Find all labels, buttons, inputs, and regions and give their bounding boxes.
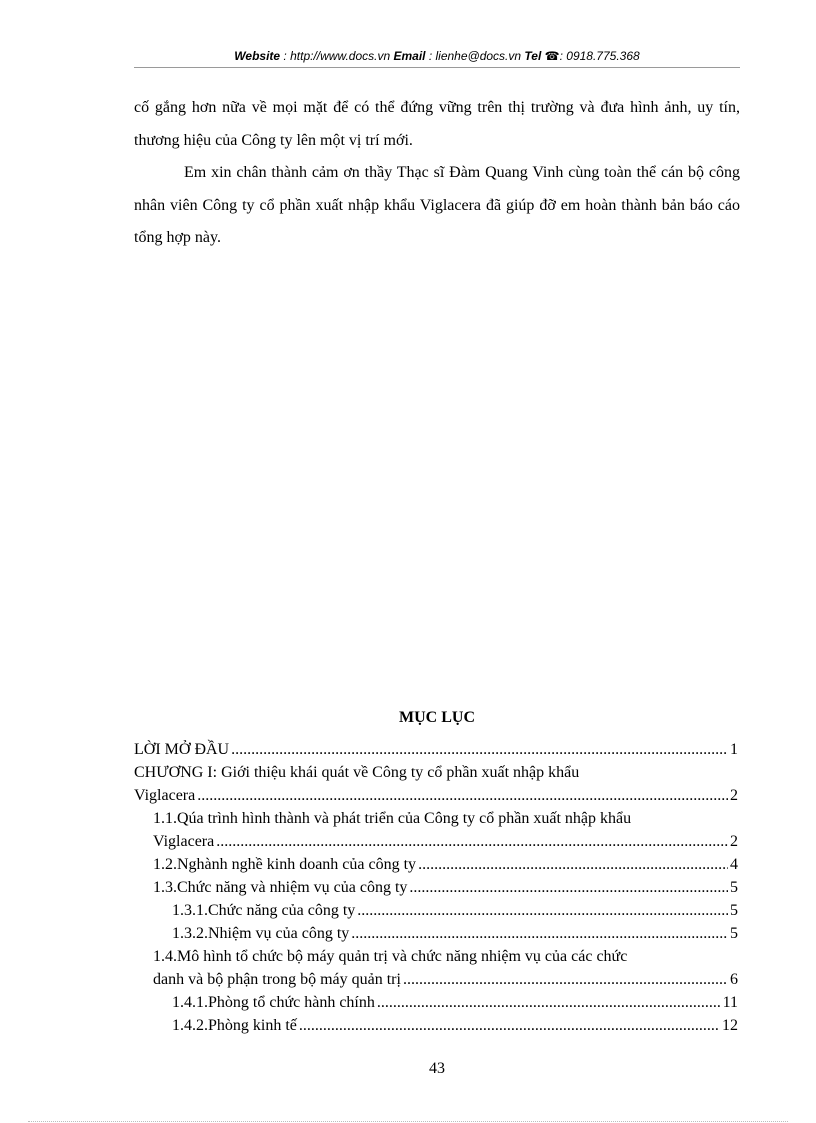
website-value: : http://www.docs.vn <box>280 49 394 63</box>
toc-entry-label: 1.4.1.Phòng tổ chức hành chính <box>172 994 375 1011</box>
toc-page-number: 5 <box>730 902 738 919</box>
toc-entry-label: LỜI MỞ ĐẦU <box>134 741 230 758</box>
body-paragraph-1: cố gắng hơn nữa về mọi mặt để có thể đứng vững trên thị trường và đưa hình ảnh, uy tín, thương hiệu của Công ty lên một vị trí mới. <box>134 99 740 149</box>
toc-entry-label: 1.4.2.Phòng kinh tế <box>172 1017 297 1034</box>
toc-title: MỤC LỤC <box>399 709 475 726</box>
toc-page-number: 2 <box>730 787 738 804</box>
page-number: 43 <box>429 1060 445 1077</box>
toc-entry-label-line1: 1.4.Mô hình tổ chức bộ máy quản trị và chức năng nhiệm vụ của các chức <box>153 948 628 965</box>
phone-icon: ☎ <box>544 49 560 63</box>
page-bottom-border <box>28 1121 788 1122</box>
toc-page-number: 2 <box>730 833 738 850</box>
toc-entry-1-3-1[interactable] <box>134 899 738 922</box>
toc-leader <box>409 876 728 899</box>
header-divider <box>134 67 740 68</box>
toc-entry-label-line2: Viglacera <box>134 787 196 804</box>
toc-entry-1-4-2[interactable] <box>134 1014 738 1037</box>
toc-entry-label: 1.3.2.Nhiệm vụ của công ty <box>172 925 350 942</box>
tel-label: Tel <box>524 49 542 63</box>
toc-page-number: 4 <box>730 856 738 873</box>
toc-entry-1-1[interactable] <box>134 807 738 853</box>
toc-entry-label: 1.3.1.Chức năng của công ty <box>172 902 356 919</box>
toc-entry-label: 1.2.Nghành nghề kinh doanh của công ty <box>153 856 417 873</box>
toc-leader <box>418 853 728 876</box>
toc-entry-label-line2: Viglacera <box>153 833 215 850</box>
toc-entry-1-2[interactable] <box>134 853 738 876</box>
toc-entry-label-line1: CHƯƠNG I: Giới thiệu khái quát về Công ty cổ phần xuất nhập khẩu <box>134 764 580 781</box>
toc-entry-label-line1: 1.1.Qúa trình hình thành và phát triển của Công ty cổ phần xuất nhập khẩu <box>153 810 632 827</box>
toc-entry-intro[interactable] <box>134 738 738 761</box>
toc-leader <box>216 830 728 853</box>
toc-page-number: 5 <box>730 879 738 896</box>
toc-leader <box>351 922 728 945</box>
email-label: Email <box>393 49 426 63</box>
toc-page-number: 12 <box>722 1017 738 1034</box>
toc-entry-label-line2: danh và bộ phận trong bộ máy quản trị <box>153 971 401 988</box>
toc-entry-chapter-1[interactable] <box>134 761 738 807</box>
toc-leader <box>197 784 728 807</box>
toc-page-number: 5 <box>730 925 738 942</box>
toc-entry-1-3[interactable] <box>134 876 738 899</box>
toc-page-number: 11 <box>722 994 738 1011</box>
toc-leader <box>299 1014 720 1037</box>
email-value: : lienhe@docs.vn <box>425 49 525 63</box>
toc-entry-1-4-1[interactable] <box>134 991 738 1014</box>
toc-leader <box>377 991 721 1014</box>
tel-value: : 0918.775.368 <box>559 49 640 63</box>
toc-leader <box>403 968 728 991</box>
page-header <box>134 47 740 65</box>
toc-leader <box>231 738 728 761</box>
body-text <box>134 92 740 255</box>
toc-leader <box>357 899 728 922</box>
toc-page-number: 6 <box>730 971 738 988</box>
website-label: Website <box>234 49 281 63</box>
body-paragraph-2: Em xin chân thành cảm ơn thầy Thạc sĩ Đàm Quang Vinh cùng toàn thể cán bộ công nhân viên Công ty cổ phần xuất nhập khẩu Viglacera đã giúp đỡ em hoàn thành bản báo cáo tổng hợp này. <box>134 164 740 246</box>
toc-entry-1-3-2[interactable] <box>134 922 738 945</box>
table-of-contents <box>134 738 738 1037</box>
toc-entry-label: 1.3.Chức năng và nhiệm vụ của công ty <box>153 879 408 896</box>
toc-entry-1-4[interactable] <box>134 945 738 991</box>
toc-page-number: 1 <box>730 741 738 758</box>
